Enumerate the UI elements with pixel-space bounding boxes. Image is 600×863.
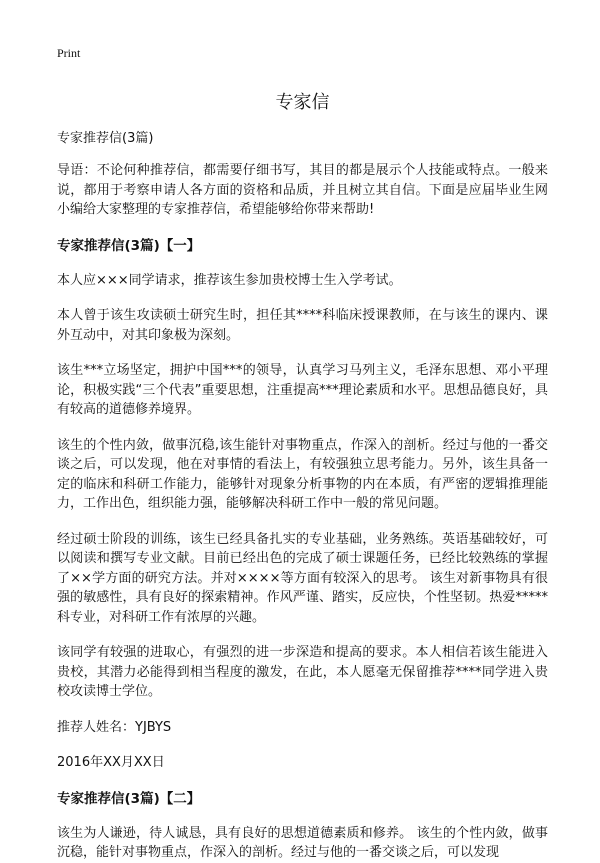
document-subtitle: 专家推荐信(3篇) <box>57 131 154 146</box>
section2-paragraph-1: 该生为人谦逊，待人诚恳，具有良好的思想道德素质和修养。 该生的个性内敛，做事沉稳，能针对事物重点，作深入的剖析。经过与他的一番交谈之后，可以发现 <box>57 825 548 860</box>
section-heading-2: 专家推荐信(3篇)【二】 <box>57 790 201 807</box>
print-label: Print <box>57 46 81 60</box>
section-heading-1: 专家推荐信(3篇)【一】 <box>57 237 201 254</box>
section1-paragraph-training: 经过硕士阶段的训练，该生已经具备扎实的专业基础，业务熟练。英语基础较好，可以阅读和撰写专业文献。目前已经出色的完成了硕士课题任务，已经比较熟练的掌握了××学方面的研究方法。并对××××等方面有较深入的思考。 该生对新事物具有很强的敏感性，具有良好的探索精神。作风严谨、踏实，反应快，个性坚韧。热爱*****科专业，对科研工作有浓厚的兴趣。 <box>57 531 548 625</box>
section1-paragraph-personality: 该生的个性内敛，做事沉稳,该生能针对事物重点，作深入的剖析。经过与他的一番交谈之后，可以发现，他在对事情的看法上，有较强独立思考能力。另外，该生具备一定的临床和科研工作能力，能够针对现象分析事物的内在本质，有严密的逻辑推理能力，工作出色，组织能力强，能够解决科研工作中一般的常见问题。 <box>57 437 548 511</box>
section1-paragraph-request: 本人应×××同学请求，推荐该生参加贵校博士生入学考试。 <box>57 272 402 288</box>
recommender-name: 推荐人姓名：YJBYS <box>57 719 172 735</box>
intro-paragraph: 导语：不论何种推荐信，都需要仔细书写，其目的都是展示个人技能或特点。一般来说，都用于考察申请人各方面的资格和品质，并且树立其自信。下面是应届毕业生网小编给大家整理的专家推荐信，希望能够给你带来帮助! <box>57 163 548 217</box>
letter-date: 2016年XX月XX日 <box>57 755 165 770</box>
section1-paragraph-ideology: 该生***立场坚定，拥护中国***的领导，认真学习马列主义，毛泽东思想、邓小平理论，积极实践“三个代表”重要思想，注重提高***理论素质和水平。思想品德良好，具有较高的道德修养境界。 <box>57 363 548 417</box>
section1-paragraph-relationship: 本人曾于该生攻读硕士研究生时，担任其****科临床授课教师，在与该生的课内、课外互动中，对其印象极为深刻。 <box>57 308 548 343</box>
page-title: 专家信 <box>275 92 330 113</box>
section1-paragraph-recommendation: 该同学有较强的进取心，有强烈的进一步深造和提高的要求。本人相信若该生能进入贵校，其潜力必能得到相当程度的激发，在此，本人愿毫无保留推荐****同学进入贵校攻读博士学位。 <box>57 645 548 699</box>
